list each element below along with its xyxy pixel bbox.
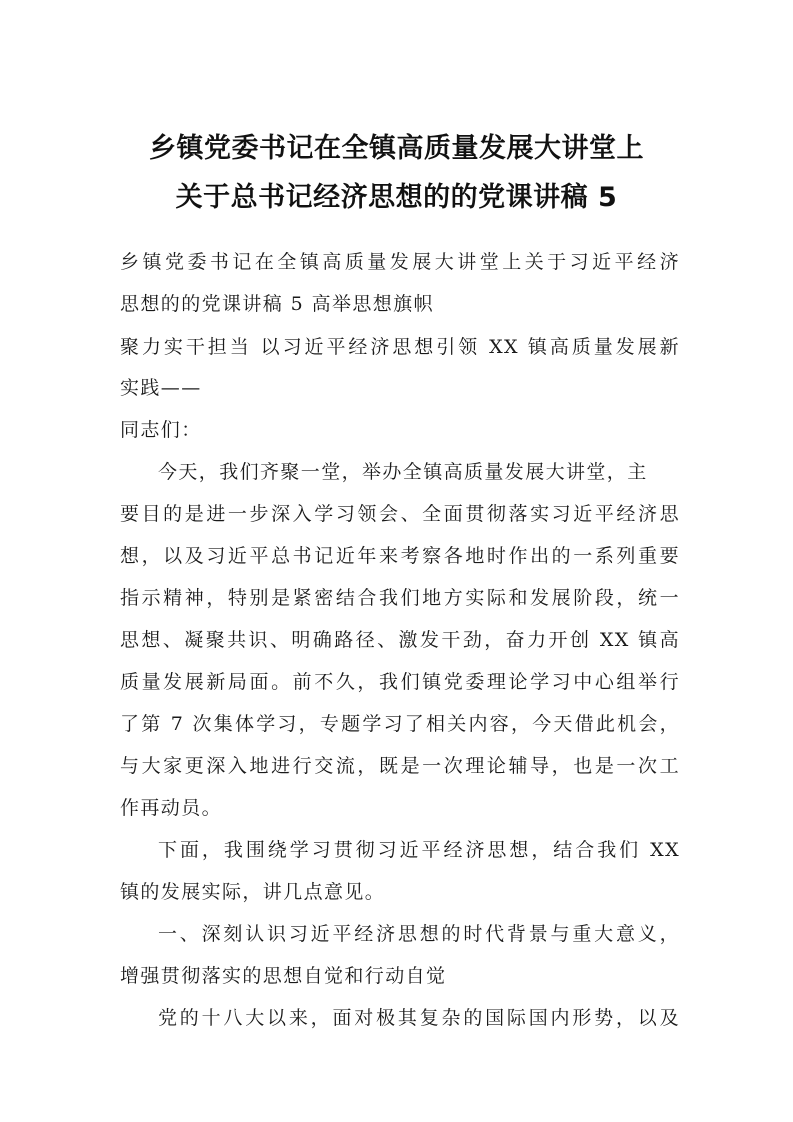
- body-line: 聚力实干担当 以习近平经济思想引领 XX 镇高质量发展新: [120, 336, 680, 358]
- body-line: 实践——: [120, 377, 202, 399]
- document-title-line-1: 乡镇党委书记在全镇高质量发展大讲堂上: [149, 133, 644, 164]
- paragraph-line: 质量发展新局面。前不久，我们镇党委理论学习中心组举行: [120, 671, 680, 693]
- section-heading-line: 一、深刻认识习近平经济思想的时代背景与重大意义，: [158, 923, 680, 945]
- paragraph-line: 下面，我围绕学习贯彻习近平经济思想，结合我们 XX: [158, 839, 680, 861]
- document-title-line-2: 关于总书记经济思想的的党课讲稿 5: [175, 182, 618, 213]
- paragraph-line: 今天，我们齐聚一堂，举办全镇高质量发展大讲堂，主: [158, 461, 648, 483]
- paragraph-line: 想，以及习近平总书记近年来考察各地时作出的一系列重要: [120, 545, 680, 567]
- paragraph-line: 与大家更深入地进行交流，既是一次理论辅导，也是一次工: [120, 755, 680, 777]
- paragraph-line: 思想、凝聚共识、明确路径、激发干劲，奋力开创 XX 镇高: [120, 629, 680, 651]
- salutation: 同志们：: [120, 419, 202, 441]
- section-heading-line: 增强贯彻落实的思想自觉和行动自觉: [120, 965, 447, 987]
- body-line: 思想的的党课讲稿 5 高举思想旗帜: [120, 293, 434, 315]
- paragraph-line: 作再动员。: [120, 797, 223, 819]
- paragraph-line: 指示精神，特别是紧密结合我们地方实际和发展阶段，统一: [120, 587, 680, 609]
- paragraph-line: 了第 7 次集体学习，专题学习了相关内容，今天借此机会，: [120, 713, 680, 735]
- body-line: 乡镇党委书记在全镇高质量发展大讲堂上关于习近平经济: [120, 251, 680, 273]
- paragraph-line: 要目的是进一步深入学习领会、全面贯彻落实习近平经济思: [120, 503, 680, 525]
- paragraph-line: 党的十八大以来，面对极其复杂的国际国内形势，以及: [158, 1007, 680, 1029]
- paragraph-line: 镇的发展实际，讲几点意见。: [120, 881, 386, 903]
